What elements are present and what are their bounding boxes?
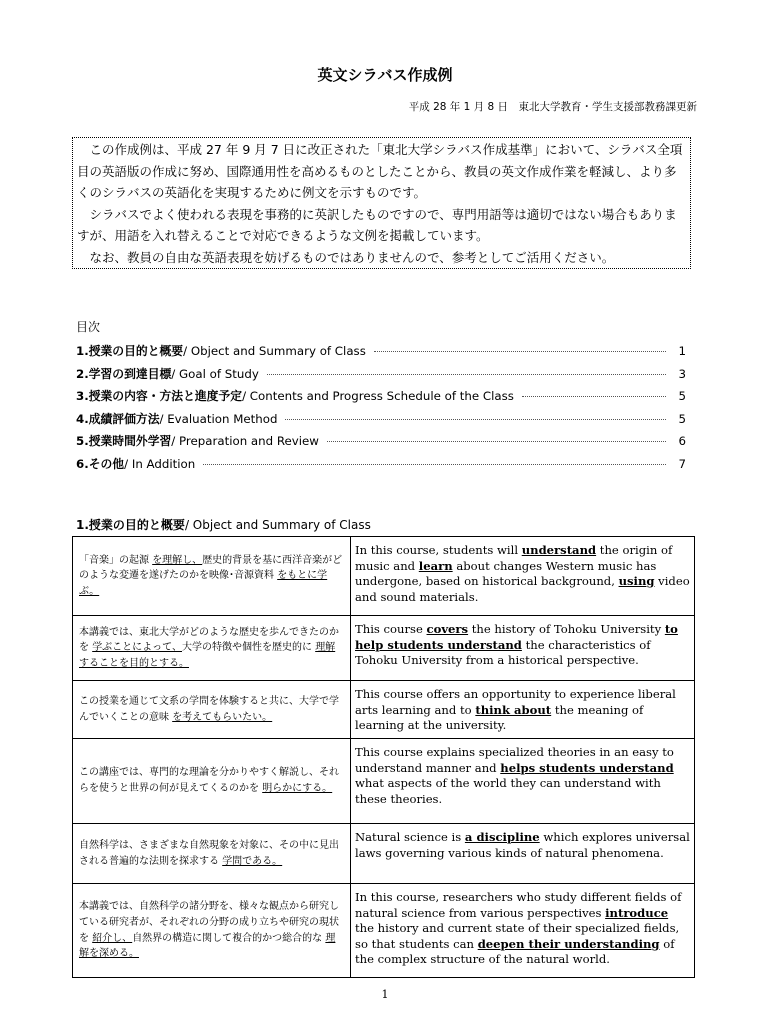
toc-leader bbox=[327, 441, 666, 442]
page-number: 1 bbox=[381, 988, 389, 1001]
example-text: video and sound materials. bbox=[355, 574, 690, 604]
example-text: 自然科学は、さまざまな自然現象を対象に、その中に見出される普遍的な法則を探求する bbox=[79, 839, 339, 867]
example-text: 歴史的背景を基に西洋音楽がどのような変遷を遂げたのかを映像･音源資料 bbox=[79, 554, 343, 582]
key-phrase: 学ぶことによって、 bbox=[92, 642, 182, 654]
example-text: of the complex structure of the natural world. bbox=[355, 936, 675, 967]
example-text: 本講義では、自然科学の諸分野を、様々な観点から研究している研究者が、それぞれの分野の成り立ちや研究の現状を bbox=[79, 901, 339, 944]
japanese-example-cell bbox=[73, 739, 351, 824]
key-phrase: 明らかにする。 bbox=[262, 783, 333, 794]
japanese-example-cell bbox=[73, 884, 351, 978]
japanese-example-cell bbox=[73, 537, 351, 616]
table-row bbox=[73, 739, 695, 824]
key-phrase: deepen their understanding bbox=[477, 936, 660, 951]
example-text: This course offers an opportunity to experience liberal arts learning and to bbox=[355, 687, 676, 717]
toc-item[interactable] bbox=[76, 455, 686, 478]
table-of-contents bbox=[76, 342, 686, 477]
example-text: This course explains specialized theories in an easy to understand manner and bbox=[355, 745, 674, 775]
key-phrase: to help students understand bbox=[355, 622, 678, 652]
example-text: この授業を通じて文系の学問を体験すると共に、大学で学んでいくことの意味 bbox=[79, 695, 339, 723]
example-text: the history and current state of their specialized fields, so that students can bbox=[355, 921, 680, 951]
toc-title-en: / Preparation and Review bbox=[171, 434, 319, 448]
example-text: the meaning of learning at the university. bbox=[355, 702, 644, 733]
example-text: In this course, students will bbox=[355, 543, 522, 557]
toc-num: 1. bbox=[76, 344, 89, 358]
english-example-cell bbox=[351, 824, 695, 884]
toc-leader bbox=[522, 396, 666, 397]
example-table bbox=[72, 536, 695, 978]
toc-num: 3. bbox=[76, 389, 89, 403]
toc-title-en: / Goal of Study bbox=[171, 366, 259, 381]
toc-page: 6 bbox=[678, 434, 686, 448]
japanese-example-cell bbox=[73, 824, 351, 884]
table-row bbox=[73, 681, 695, 739]
table-row bbox=[73, 884, 695, 978]
key-phrase: using bbox=[618, 574, 655, 589]
page-title: 英文シラバス作成例 bbox=[317, 66, 453, 84]
toc-page: 5 bbox=[678, 389, 686, 403]
table-row bbox=[73, 824, 695, 884]
toc-item[interactable] bbox=[76, 432, 686, 455]
toc-title-jp: その他 bbox=[88, 456, 125, 471]
toc-num: 4. bbox=[76, 411, 89, 426]
key-phrase: covers bbox=[426, 622, 469, 636]
table-row bbox=[73, 537, 695, 616]
key-phrase: think about bbox=[475, 702, 552, 717]
toc-title-en: / Object and Summary of Class bbox=[183, 344, 366, 358]
table-row bbox=[73, 616, 695, 681]
key-phrase: a discipline bbox=[464, 830, 540, 844]
intro-box bbox=[72, 137, 691, 269]
toc-page: 5 bbox=[678, 411, 686, 426]
key-phrase: 理解を深める。 bbox=[79, 932, 336, 960]
toc-title-jp: 授業の目的と概要 bbox=[88, 344, 184, 358]
english-example-cell bbox=[351, 681, 695, 739]
toc-num: 2. bbox=[76, 366, 89, 381]
example-text: In this course, researchers who study different fields of natural science from various perspectives bbox=[355, 890, 682, 920]
toc-item[interactable] bbox=[76, 365, 686, 388]
toc-title-jp: 成績評価方法 bbox=[88, 411, 160, 426]
toc-item[interactable] bbox=[76, 342, 686, 365]
key-phrase: helps students understand bbox=[500, 760, 674, 775]
example-text: the history of Tohoku University bbox=[468, 622, 665, 636]
section-num: 1. bbox=[76, 518, 89, 532]
english-example-cell bbox=[351, 537, 695, 616]
example-text: Natural science is bbox=[355, 830, 465, 844]
toc-title-en: / Evaluation Method bbox=[159, 411, 278, 426]
toc-item[interactable] bbox=[76, 410, 686, 433]
english-example-cell bbox=[351, 616, 695, 681]
toc-num: 6. bbox=[76, 456, 89, 471]
toc-page: 1 bbox=[678, 344, 686, 358]
key-phrase: を理解し、 bbox=[152, 554, 203, 566]
intro-paragraph: なお、教員の自由な英語表現を妨げるものではありませんので、参考としてご活用ください。 bbox=[89, 249, 615, 265]
toc-heading: 目次 bbox=[76, 320, 101, 334]
toc-num: 5. bbox=[76, 434, 89, 448]
intro-paragraph: この作成例は、平成 27 年 9 月 7 日に改正された「東北大学シラバス作成基準」において、シラバス全項目の英語版の作成に努め、国際通用性を高めるものとしたことから、教員の英文作成作業を軽減し、より多くのシラバスの英語化を実現するために例文を示すものです。 bbox=[77, 142, 683, 200]
example-text: 「音楽」の起源 bbox=[79, 554, 153, 566]
example-text: about changes Western music has undergone, based on historical background, bbox=[355, 558, 657, 589]
toc-title-en: / Contents and Progress Schedule of the Class bbox=[242, 389, 514, 403]
japanese-example-cell bbox=[73, 681, 351, 739]
toc-item[interactable] bbox=[76, 387, 686, 410]
key-phrase: learn bbox=[418, 558, 453, 573]
key-phrase: 紹介し、 bbox=[92, 932, 133, 944]
example-text: which explores universal laws governing various kinds of natural phenomena. bbox=[355, 830, 690, 860]
example-text: This course bbox=[355, 622, 427, 636]
english-example-cell bbox=[351, 884, 695, 978]
toc-title-jp: 学習の到達目標 bbox=[88, 366, 172, 381]
key-phrase: understand bbox=[521, 543, 597, 557]
toc-leader bbox=[267, 374, 666, 375]
example-text: the origin of music and bbox=[355, 543, 673, 573]
key-phrase: 学問である。 bbox=[222, 855, 283, 867]
example-text: 自然界の構造に関して複合的かつ総合的な bbox=[132, 932, 326, 944]
key-phrase: をもとに学ぶ。 bbox=[79, 570, 328, 597]
key-phrase: introduce bbox=[605, 905, 669, 920]
example-text: the characteristics of Tohoku University from a historical perspective. bbox=[355, 637, 651, 668]
key-phrase: を考えてもらいたい。 bbox=[172, 711, 273, 723]
toc-leader bbox=[374, 351, 666, 352]
toc-title-en: / In Addition bbox=[124, 456, 196, 471]
toc-leader bbox=[285, 419, 666, 420]
toc-page: 7 bbox=[678, 456, 686, 471]
toc-page: 3 bbox=[678, 366, 686, 381]
example-text: この講座では、専門的な理論を分かりやすく解説し、それらを使うと世界の何が見えてくるのかを bbox=[79, 767, 339, 794]
revision-date: 平成 28 年 1 月 8 日 東北大学教育・学生支援部教務課更新 bbox=[408, 101, 697, 113]
toc-title-jp: 授業の内容・方法と進度予定 bbox=[88, 389, 243, 403]
section-title-jp: 授業の目的と概要 bbox=[88, 518, 185, 532]
english-example-cell bbox=[351, 739, 695, 824]
example-text: 大学の特徴や個性を歴史的に bbox=[182, 642, 316, 654]
intro-paragraph: シラバスでよく使われる表現を事務的に英訳したものですので、専門用語等は適切ではない場合もありますが、用語を入れ替えることで対応できるような文例を掲載しています。 bbox=[77, 206, 677, 243]
key-phrase: 理解することを目的とする。 bbox=[79, 642, 336, 669]
example-text: what aspects of the world they can understand with these theories. bbox=[355, 776, 661, 806]
toc-leader bbox=[203, 464, 666, 465]
japanese-example-cell bbox=[73, 616, 351, 681]
section-title-en: / Object and Summary of Class bbox=[184, 518, 371, 532]
section-heading bbox=[76, 516, 371, 533]
example-text: 本講義では、東北大学がどのような歴史を歩んできたのかを bbox=[79, 626, 339, 654]
toc-title-jp: 授業時間外学習 bbox=[88, 434, 172, 448]
